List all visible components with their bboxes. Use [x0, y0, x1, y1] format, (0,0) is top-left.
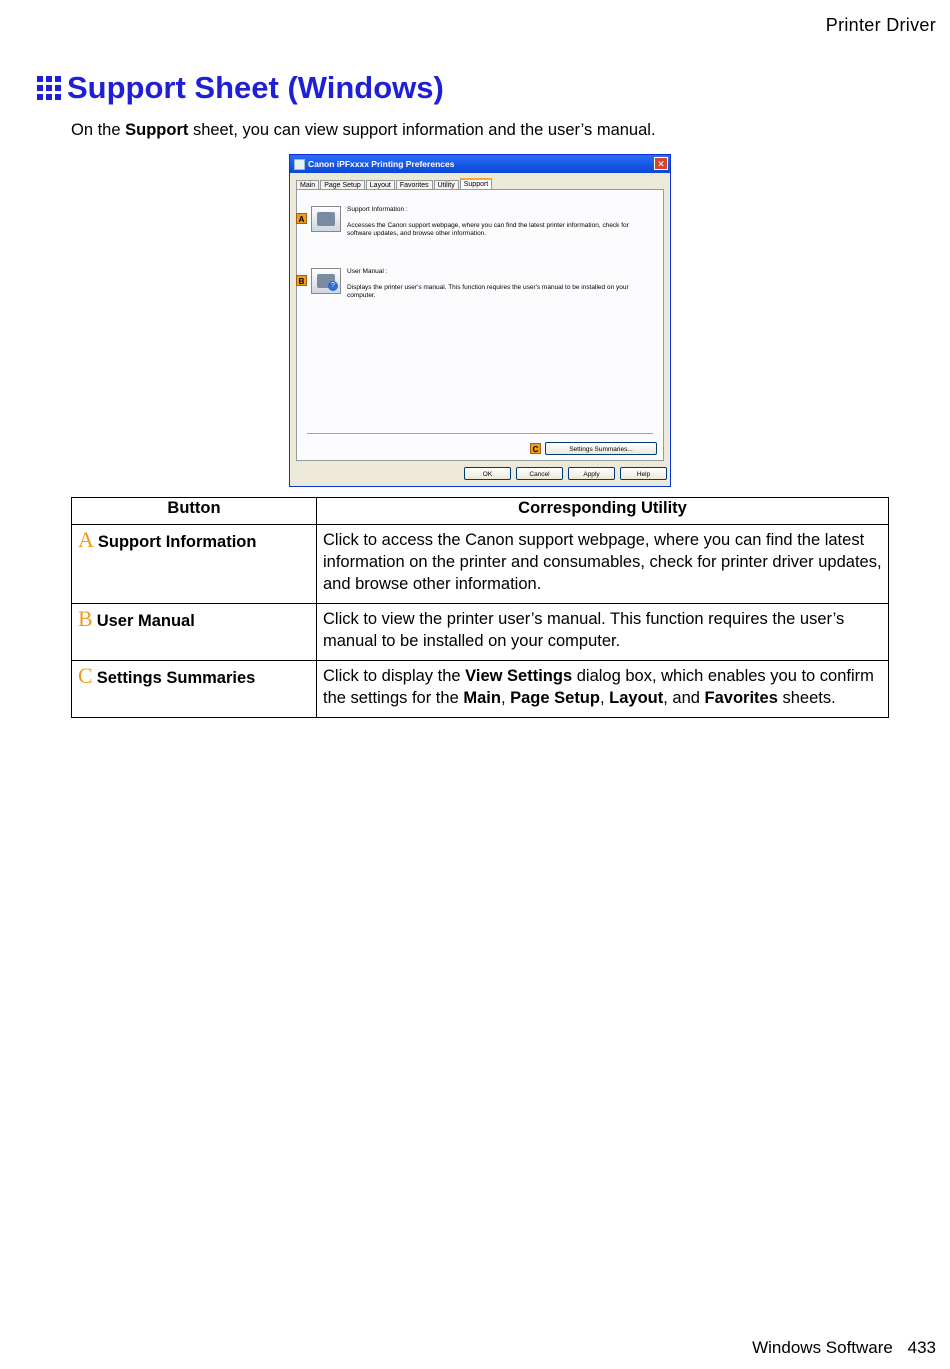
- user-manual-button[interactable]: [311, 268, 341, 294]
- letter-b: B: [78, 606, 93, 631]
- support-information-title: Support Information :: [347, 206, 408, 213]
- header-button: Button: [72, 498, 317, 525]
- header-section-name: Printer Driver: [825, 15, 936, 35]
- row-a-name: Support Information: [97, 533, 257, 551]
- desc-text: sheets.: [777, 689, 836, 707]
- intro-bold-support: Support: [125, 121, 189, 139]
- support-panel: [296, 189, 664, 461]
- printer-support-icon: [317, 212, 335, 226]
- desc-text: Click to display the: [323, 667, 466, 685]
- row-b-name: User Manual: [96, 612, 195, 630]
- desc-bold-layout: Layout: [609, 689, 664, 707]
- page-title: Support Sheet (Windows): [67, 70, 444, 105]
- marker-b: B: [296, 275, 307, 286]
- support-information-button[interactable]: [311, 206, 341, 232]
- grid-bullet-icon: [37, 76, 61, 100]
- tab-favorites[interactable]: Favorites: [396, 180, 433, 192]
- row-b-button: [72, 604, 317, 661]
- row-a-desc: Click to access the Canon support webpage, where you can find the latest information on the printer and consumables, check for printer driver updates, and browse other information.: [317, 525, 889, 604]
- desc-text: dialog box, which enables you to confirm the settings for the: [323, 667, 874, 707]
- row-a-button: [72, 525, 317, 604]
- intro-paragraph: [71, 121, 656, 140]
- intro-text-2: sheet, you can view support information and the user’s manual.: [188, 121, 656, 139]
- support-information-desc: Accesses the Canon support webpage, where you can find the latest printer information, check for software updates, and browse other information.: [347, 222, 629, 237]
- marker-a: A: [296, 213, 307, 224]
- footer-section: Windows Software: [752, 1338, 893, 1357]
- dialog-title: Canon iPFxxxx Printing Preferences: [308, 159, 455, 169]
- panel-divider: [307, 433, 653, 434]
- row-c-name: Settings Summaries: [96, 669, 256, 687]
- row-b-desc: Click to view the printer user’s manual. This function requires the user’s manual to be installed on your computer.: [317, 604, 889, 661]
- user-manual-desc: Displays the printer user's manual. This function requires the user's manual to be installed on your computer.: [347, 284, 629, 299]
- desc-text: ,: [500, 689, 511, 707]
- running-footer: [752, 1338, 936, 1358]
- table-row: [72, 661, 889, 718]
- letter-a: A: [78, 527, 94, 552]
- marker-c: C: [530, 443, 541, 454]
- row-c-desc: [317, 661, 889, 718]
- row-c-button: [72, 661, 317, 718]
- intro-text-1: On the: [71, 121, 126, 139]
- table-header-row: [72, 498, 889, 525]
- page-number: 433: [907, 1338, 936, 1357]
- apply-button[interactable]: Apply: [568, 467, 615, 480]
- help-question-icon: ?: [328, 281, 338, 291]
- header-utility: Corresponding Utility: [317, 498, 889, 525]
- tab-support[interactable]: Support: [460, 178, 493, 193]
- settings-summaries-button[interactable]: Settings Summaries...: [545, 442, 657, 455]
- running-header: [826, 15, 936, 36]
- printing-preferences-dialog: [289, 154, 671, 487]
- letter-c: C: [78, 663, 93, 688]
- tab-layout[interactable]: Layout: [366, 180, 395, 192]
- table-row: [72, 604, 889, 661]
- tab-main[interactable]: Main: [296, 180, 319, 192]
- desc-bold-page-setup: Page Setup: [510, 689, 600, 707]
- user-manual-title: User Manual :: [347, 268, 388, 275]
- close-icon[interactable]: ✕: [654, 157, 668, 170]
- desc-bold-view-settings: View Settings: [465, 667, 573, 685]
- desc-bold-main: Main: [463, 689, 501, 707]
- dialog-titlebar: [290, 155, 670, 173]
- printer-app-icon: [294, 159, 305, 170]
- desc-text: , and: [663, 689, 705, 707]
- tab-utility[interactable]: Utility: [434, 180, 459, 192]
- help-button[interactable]: Help: [620, 467, 667, 480]
- tab-page-setup[interactable]: Page Setup: [320, 180, 365, 192]
- table-row: [72, 525, 889, 604]
- desc-text: ,: [599, 689, 610, 707]
- page-title-row: [37, 70, 444, 106]
- desc-bold-favorites: Favorites: [704, 689, 778, 707]
- ok-button[interactable]: OK: [464, 467, 511, 480]
- button-utility-table: [71, 497, 889, 718]
- cancel-button[interactable]: Cancel: [516, 467, 563, 480]
